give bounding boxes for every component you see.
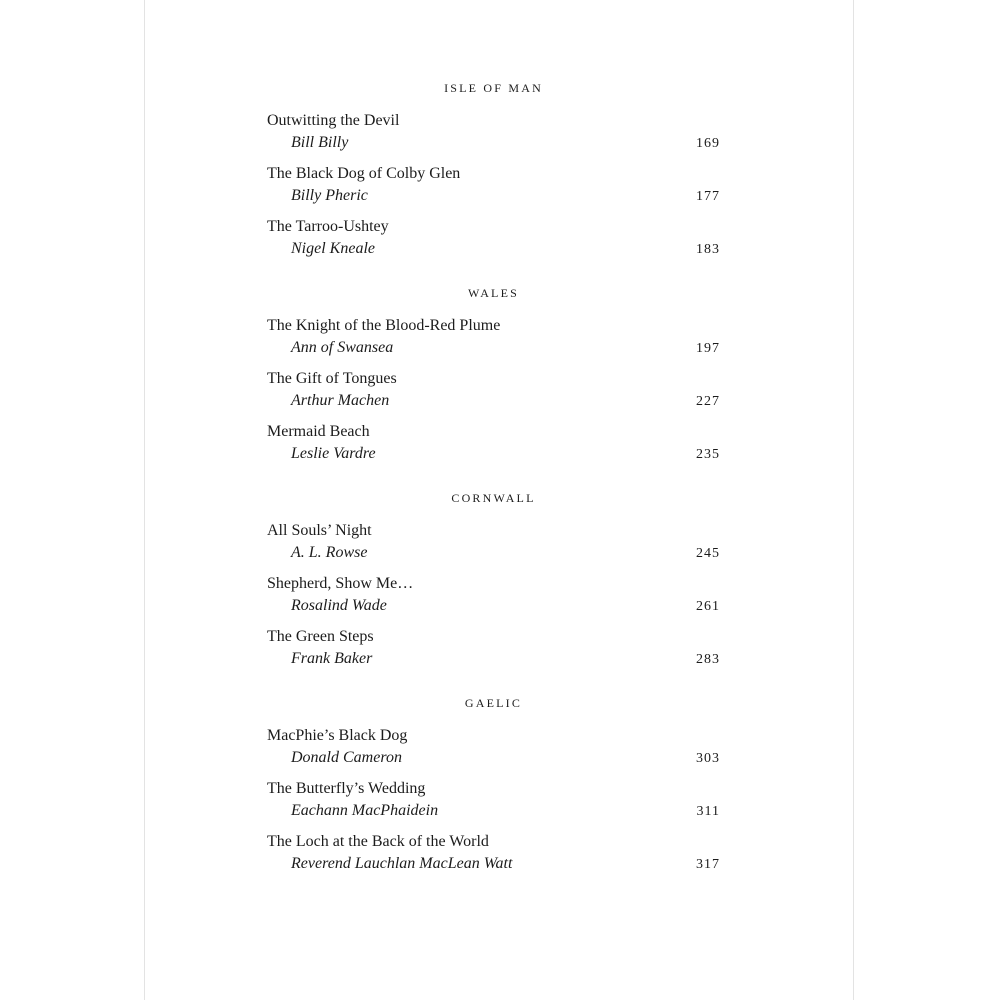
entry-title: The Knight of the Blood-Red Plume [267, 317, 501, 334]
entry-author: Rosalind Wade [291, 597, 387, 614]
toc-entry [267, 110, 720, 154]
entry-author: Nigel Kneale [291, 240, 375, 257]
table-of-contents [267, 76, 720, 896]
entry-author: Leslie Vardre [291, 445, 376, 462]
toc-entry [267, 520, 720, 564]
entry-author: A. L. Rowse [291, 544, 368, 561]
section-isle-of-man [267, 76, 720, 260]
entry-author: Reverend Lauchlan MacLean Watt [291, 855, 513, 872]
entry-page-number: 177 [696, 189, 720, 204]
toc-entry [267, 831, 720, 875]
toc-entry [267, 725, 720, 769]
entry-author: Arthur Machen [291, 392, 390, 409]
toc-entry [267, 421, 720, 465]
entry-page-number: 261 [696, 599, 720, 614]
entry-page-number: 227 [696, 394, 720, 409]
entry-author: Bill Billy [291, 134, 349, 151]
section-heading: GAELIC [464, 696, 523, 710]
entry-title: Shepherd, Show Me… [267, 575, 414, 592]
toc-entry [267, 163, 720, 207]
entry-title: MacPhie’s Black Dog [267, 727, 408, 744]
toc-entry [267, 368, 720, 412]
toc-entry [267, 216, 720, 260]
entry-title: All Souls’ Night [267, 522, 372, 539]
entry-page-number: 317 [696, 857, 720, 872]
entry-page-number: 183 [696, 242, 720, 257]
entry-title: The Black Dog of Colby Glen [267, 165, 461, 182]
section-wales [267, 281, 720, 465]
entry-title: The Loch at the Back of the World [267, 833, 489, 850]
section-heading: WALES [468, 286, 519, 300]
entry-title: The Gift of Tongues [267, 370, 397, 387]
section-cornwall [267, 486, 720, 670]
entry-page-number: 245 [696, 546, 720, 561]
entry-title: The Tarroo-Ushtey [267, 218, 389, 235]
section-heading: CORNWALL [451, 491, 536, 505]
entry-page-number: 303 [696, 751, 720, 766]
toc-entry [267, 626, 720, 670]
entry-author: Billy Pheric [291, 187, 368, 204]
entry-author: Ann of Swansea [291, 339, 394, 356]
entry-title: The Butterfly’s Wedding [267, 780, 426, 797]
toc-entry [267, 315, 720, 359]
entry-title: Mermaid Beach [267, 423, 370, 440]
section-gaelic [267, 691, 720, 875]
entry-title: The Green Steps [267, 628, 374, 645]
entry-page-number: 197 [696, 341, 720, 356]
entry-page-number: 311 [696, 804, 720, 819]
entry-title: Outwitting the Devil [267, 112, 400, 129]
entry-page-number: 169 [696, 136, 720, 151]
entry-page-number: 283 [696, 652, 720, 667]
entry-author: Eachann MacPhaidein [291, 802, 439, 819]
entry-page-number: 235 [696, 447, 720, 462]
entry-author: Frank Baker [291, 650, 373, 667]
toc-entry [267, 778, 720, 822]
section-heading: ISLE OF MAN [444, 81, 543, 95]
toc-entry [267, 573, 720, 617]
entry-author: Donald Cameron [291, 749, 402, 766]
